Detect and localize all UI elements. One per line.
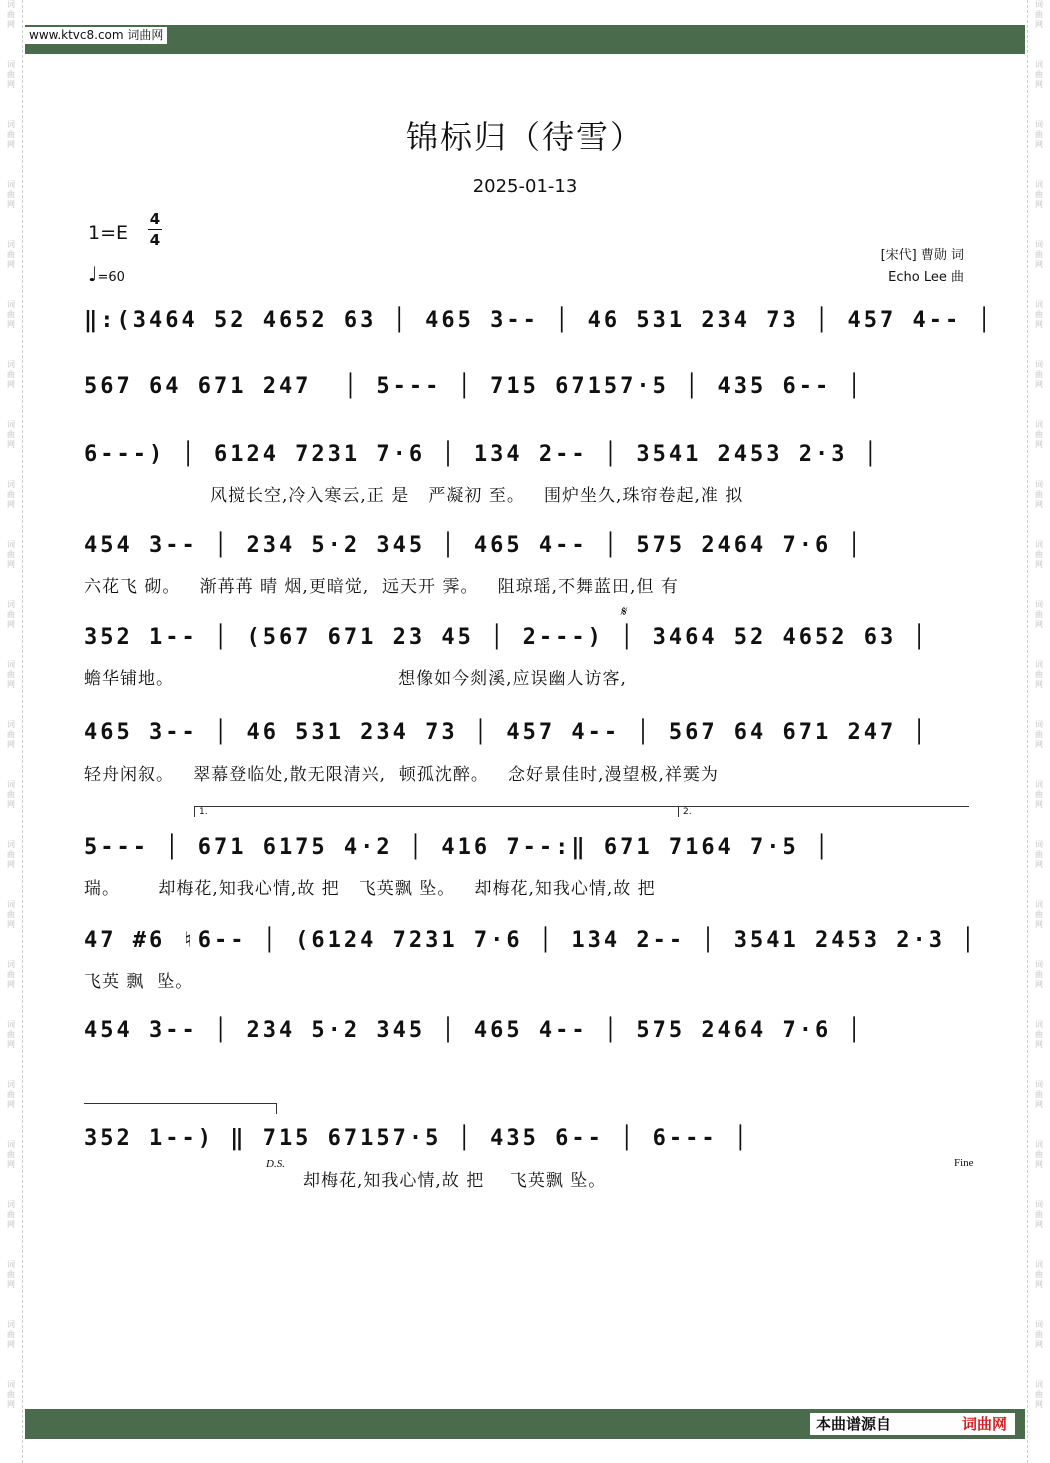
time-signature	[148, 210, 162, 249]
lyricist-credit: [宋代] 曹勋 词	[880, 248, 964, 263]
score-line-8: 47 #6 ♮6-- │ (6124 7231 7·6 │ 134 2-- │ 3541 2453 2·3 │	[84, 928, 978, 953]
side-watermark-text: 词 曲 网	[7, 720, 15, 749]
source-name[interactable]: 词曲网	[961, 1415, 1007, 1433]
ds-bracket	[84, 1103, 277, 1114]
fine-mark: Fine	[954, 1157, 974, 1169]
side-watermark-text: 词 曲 网	[1035, 1260, 1043, 1289]
tempo-marking	[88, 262, 125, 286]
lyrics-line-6: 轻舟闲叙。 翠幕登临处,散无限清兴, 顿孤沈醉。 念好景佳时,漫望极,祥霙为	[84, 765, 719, 785]
volta-second-ending: 2.	[678, 806, 969, 817]
lyrics-line-5: 蟾华铺地。 想像如今剡溪,应误幽人访客,	[84, 669, 627, 689]
side-watermark-left	[2, 0, 20, 1463]
side-watermark-text: 词 曲 网	[1035, 360, 1043, 389]
header-bar	[25, 25, 1025, 54]
lyrics-line-7: 瑞。 却梅花,知我心情,故 把 飞英飘 坠。 却梅花,知我心情,故 把	[84, 879, 656, 899]
song-title: 锦标归（待雪）	[405, 118, 644, 156]
side-watermark-text: 词 曲 网	[1035, 180, 1043, 209]
side-watermark-text: 词 曲 网	[1035, 900, 1043, 929]
meter-bottom: 4	[149, 231, 161, 249]
side-watermark-text: 词 曲 网	[1035, 960, 1043, 989]
side-watermark-text: 词 曲 网	[7, 120, 15, 149]
side-watermark-text: 词 曲 网	[7, 900, 15, 929]
tempo-value: =60	[97, 270, 125, 285]
side-watermark-text: 词 曲 网	[7, 360, 15, 389]
side-watermark-text: 词 曲 网	[7, 1380, 15, 1409]
score-line-1: ‖:(3464 52 4652 63 │ 465 3-- │ 46 531 234 73 │ 457 4-- │	[84, 308, 994, 333]
score-line-3: 6---) │ 6124 7231 7·6 │ 134 2-- │ 3541 2453 2·3 │	[84, 442, 881, 467]
source-label: 本曲谱源自	[816, 1415, 892, 1433]
side-watermark-text: 词 曲 网	[1035, 1380, 1043, 1409]
side-watermark-text: 词 曲 网	[7, 660, 15, 689]
footer-bar	[25, 1409, 1025, 1439]
side-watermark-text: 词 曲 网	[7, 180, 15, 209]
segno-icon: 𝄋	[620, 605, 627, 620]
side-watermark-text: 词 曲 网	[1035, 420, 1043, 449]
site-label[interactable]: www.ktvc8.com 词曲网	[25, 27, 167, 44]
side-watermark-text: 词 曲 网	[1035, 120, 1043, 149]
side-watermark-text: 词 曲 网	[1035, 1320, 1043, 1349]
score-line-4: 454 3-- │ 234 5·2 345 │ 465 4-- │ 575 2464 7·6 │	[84, 533, 864, 558]
side-watermark-text: 词 曲 网	[1035, 720, 1043, 749]
side-watermark-text: 词 曲 网	[7, 780, 15, 809]
lyrics-line-4: 六花飞 砌。 渐苒苒 晴 烟,更暗觉, 远天开 霁。 阻琼瑶,不舞蓝田,但 有	[84, 577, 679, 597]
side-watermark-text: 词 曲 网	[1035, 780, 1043, 809]
quarter-note-icon: ♩	[88, 262, 98, 286]
side-watermark-text: 词 曲 网	[1035, 600, 1043, 629]
score-line-6: 465 3-- │ 46 531 234 73 │ 457 4-- │ 567 64 671 247 │	[84, 720, 929, 745]
side-watermark-text: 词 曲 网	[7, 960, 15, 989]
side-watermark-text: 词 曲 网	[7, 1260, 15, 1289]
side-watermark-text: 词 曲 网	[1035, 60, 1043, 89]
side-watermark-text: 词 曲 网	[1035, 480, 1043, 509]
side-watermark-text: 词 曲 网	[1035, 1140, 1043, 1169]
side-watermark-text: 词 曲 网	[1035, 840, 1043, 869]
source-box[interactable]	[810, 1413, 1015, 1435]
score-line-10: 352 1--) ‖ 715 67157·5 │ 435 6-- │ 6--- │	[84, 1126, 751, 1151]
side-watermark-text: 词 曲 网	[7, 480, 15, 509]
side-watermark-text: 词 曲 网	[1035, 0, 1043, 29]
lyrics-line-8: 飞英 飘 坠。	[84, 972, 194, 992]
right-margin-line	[1027, 0, 1028, 1463]
side-watermark-text: 词 曲 网	[1035, 1080, 1043, 1109]
side-watermark-text: 词 曲 网	[7, 1200, 15, 1229]
score-line-5: 352 1-- │ (567 671 23 45 │ 2---) │ 3464 52 4652 63 │	[84, 625, 929, 650]
side-watermark-text: 词 曲 网	[7, 60, 15, 89]
side-watermark-text: 词 曲 网	[1035, 1020, 1043, 1049]
lyrics-line-3: 风搅长空,冷入寒云,正 是 严凝初 至。 围炉坐久,珠帘卷起,准 拟	[210, 486, 744, 506]
side-watermark-text: 词 曲 网	[1035, 300, 1043, 329]
volta-first-ending: 1.	[194, 806, 679, 817]
side-watermark-text: 词 曲 网	[1035, 240, 1043, 269]
side-watermark-text: 词 曲 网	[7, 540, 15, 569]
side-watermark-text: 词 曲 网	[7, 840, 15, 869]
side-watermark-right	[1030, 0, 1048, 1463]
song-date: 2025-01-13	[472, 176, 578, 197]
side-watermark-text: 词 曲 网	[7, 1080, 15, 1109]
score-line-2: 567 64 671 247 │ 5--- │ 715 67157·5 │ 435 6-- │	[84, 374, 864, 399]
side-watermark-text: 词 曲 网	[1035, 1200, 1043, 1229]
composer-credit: Echo Lee 曲	[888, 270, 964, 285]
side-watermark-text: 词 曲 网	[7, 0, 15, 29]
meter-divider	[148, 229, 162, 230]
side-watermark-text: 词 曲 网	[7, 420, 15, 449]
side-watermark-text: 词 曲 网	[7, 240, 15, 269]
side-watermark-text: 词 曲 网	[7, 600, 15, 629]
side-watermark-text: 词 曲 网	[1035, 540, 1043, 569]
score-line-7: 5--- │ 671 6175 4·2 │ 416 7--:‖ 671 7164 7·5 │	[84, 835, 832, 860]
side-watermark-text: 词 曲 网	[7, 1140, 15, 1169]
score-line-9: 454 3-- │ 234 5·2 345 │ 465 4-- │ 575 2464 7·6 │	[84, 1018, 864, 1043]
meter-top: 4	[149, 210, 161, 228]
side-watermark-text: 词 曲 网	[7, 1320, 15, 1349]
ds-mark: D.S.	[266, 1158, 285, 1170]
side-watermark-text: 词 曲 网	[1035, 660, 1043, 689]
side-watermark-text: 词 曲 网	[7, 300, 15, 329]
side-watermark-text: 词 曲 网	[7, 1020, 15, 1049]
left-margin-line	[22, 0, 23, 1463]
lyrics-line-10: 却梅花,知我心情,故 把 飞英飘 坠。	[303, 1171, 607, 1191]
key-signature: 1=E	[88, 222, 129, 244]
